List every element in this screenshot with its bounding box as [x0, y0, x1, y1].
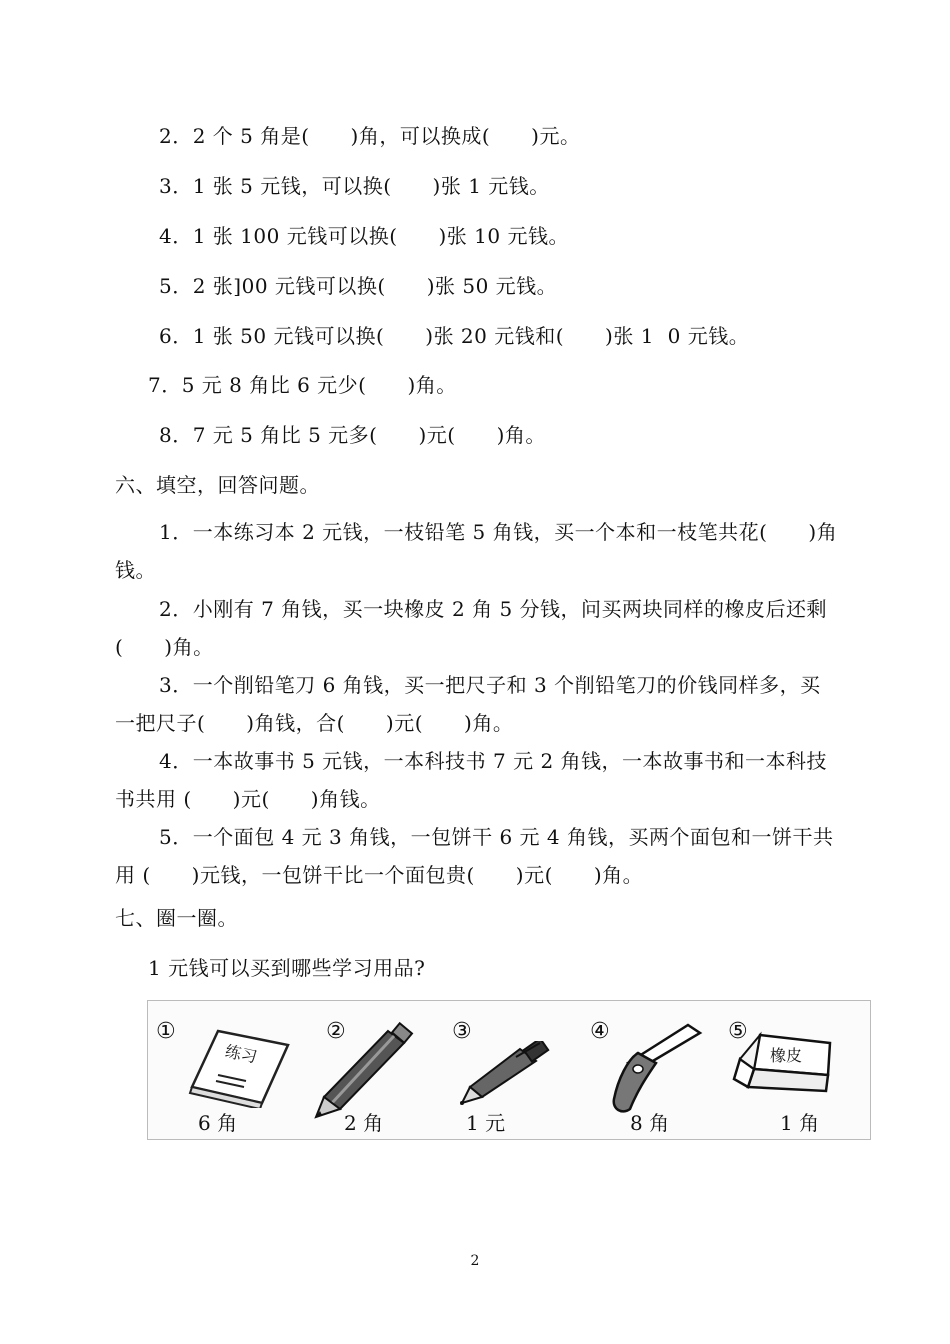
section-7-question: 1 元钱可以买到哪些学习用品?	[148, 956, 426, 980]
notebook-icon	[188, 1023, 293, 1108]
question-6-5	[115, 818, 840, 894]
question-6-3-text: 3．一个削铅笔刀 6 角钱，买一把尺子和 3 个削铅笔刀的价钱同样多，买一把尺子( )角钱，合( )元( )角。	[115, 673, 821, 735]
supply-item-pen	[438, 1001, 558, 1140]
question-5-8: 8．7 元 5 角比 5 元多( )元( )角。	[159, 423, 546, 447]
item-number: ⑤	[728, 1019, 748, 1044]
question-6-2-text: 2．小刚有 7 角钱，买一块橡皮 2 角 5 分钱，问买两块同样的橡皮后还剩( )角。	[115, 597, 828, 659]
item-price: 1 元	[466, 1111, 506, 1135]
question-5-6: 6．1 张 50 元钱可以换( )张 20 元钱和( )张 1 0 元钱。	[159, 324, 750, 348]
question-5-4: 4．1 张 100 元钱可以换( )张 10 元钱。	[159, 224, 569, 248]
question-6-4	[115, 742, 840, 818]
question-6-3	[115, 666, 840, 742]
question-6-4-text: 4．一本故事书 5 元钱，一本科技书 7 元 2 角钱，一本故事书和一本科技书共用 ( )元( )角钱。	[115, 749, 828, 811]
question-6-1-text: 1．一本练习本 2 元钱，一枝铅笔 5 角钱，买一个本和一枝笔共花( )角钱。	[115, 520, 838, 582]
item-number: ①	[156, 1019, 176, 1044]
section-6-heading: 六、填空，回答问题。	[115, 473, 320, 497]
item-price: 6 角	[198, 1111, 238, 1135]
question-5-7: 7．5 元 8 角比 6 元少( )角。	[148, 373, 457, 397]
item-number: ③	[452, 1019, 472, 1044]
eraser-icon	[730, 1029, 840, 1109]
pencil-icon	[308, 1021, 418, 1121]
question-5-3: 3．1 张 5 元钱，可以换( )张 1 元钱。	[159, 174, 550, 198]
question-6-2	[115, 590, 840, 666]
item-number: ④	[590, 1019, 610, 1044]
supply-item-sharpener	[558, 1001, 718, 1140]
question-6-5-text: 5．一个面包 4 元 3 角钱，一包饼干 6 元 4 角钱，买两个面包和一饼干共用 ( )元钱，一包饼干比一个面包贵( )元( )角。	[115, 825, 834, 887]
eraser-label-text: 橡皮	[770, 1046, 803, 1065]
item-price: 8 角	[630, 1111, 670, 1135]
item-price: 2 角	[344, 1111, 384, 1135]
page-number: 2	[470, 1253, 480, 1269]
supply-item-eraser	[718, 1001, 871, 1140]
pen-icon	[456, 1041, 556, 1106]
school-supplies-figure	[147, 1000, 871, 1140]
supply-item-pencil	[298, 1001, 438, 1140]
pencil-sharpener-icon	[598, 1019, 708, 1119]
question-5-5: 5．2 张]00 元钱可以换( )张 50 元钱。	[159, 274, 558, 298]
supply-item-notebook	[148, 1001, 298, 1140]
item-price: 1 角	[780, 1111, 820, 1135]
notebook-cover-text: 练习	[223, 1041, 259, 1067]
section-7-heading: 七、圈一圈。	[115, 906, 238, 930]
question-5-2: 2．2 个 5 角是( )角，可以换成( )元。	[159, 124, 581, 148]
question-6-1	[115, 513, 840, 589]
item-number: ②	[326, 1019, 346, 1044]
